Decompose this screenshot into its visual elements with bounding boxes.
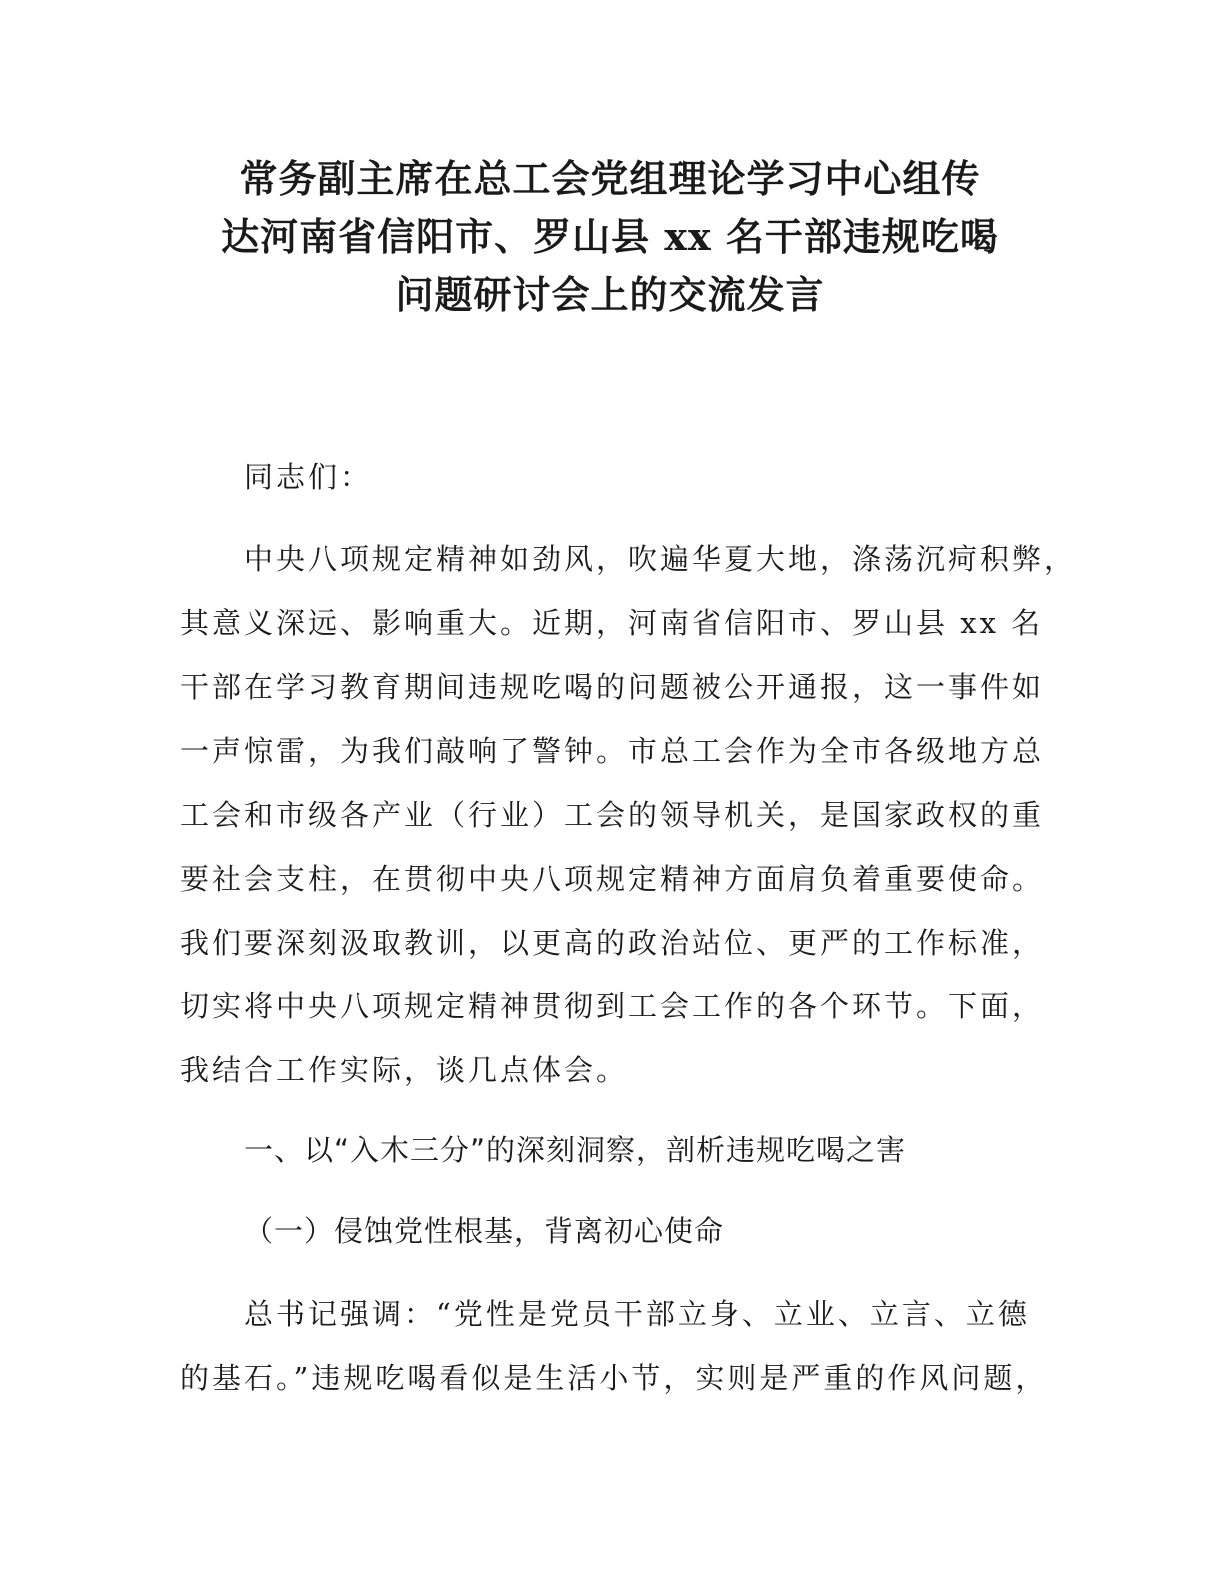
paragraph-line: 工会和市级各产业（行业）工会的领导机关，是国家政权的重 bbox=[180, 798, 1045, 832]
section-heading: 一、以“入木三分”的深刻洞察，剖析违规吃喝之害 bbox=[244, 1133, 907, 1167]
title-line: 达河南省信阳市、罗山县 xx 名干部违规吃喝 bbox=[221, 214, 999, 259]
title-line: 问题研讨会上的交流发言 bbox=[395, 272, 825, 317]
paragraph-line: 我们要深刻汲取教训，以更高的政治站位、更严的工作标准， bbox=[180, 926, 1045, 960]
paragraph-line: 总书记强调：“党性是党员干部立身、立业、立言、立德 bbox=[244, 1297, 1030, 1331]
paragraph-line: 我结合工作实际，谈几点体会。 bbox=[180, 1053, 629, 1087]
paragraph-line: 的基石。”违规吃喝看似是生活小节，实则是严重的作风问题， bbox=[180, 1361, 1048, 1395]
subsection-heading: （一）侵蚀党性根基，背离初心使命 bbox=[244, 1214, 725, 1248]
paragraph-line: 其意义深远、影响重大。近期，河南省信阳市、罗山县 xx 名 bbox=[180, 606, 1044, 640]
paragraph-line: 中央八项规定精神如劲风，吹遍华夏大地，涤荡沉疴积弊， bbox=[244, 542, 1077, 576]
title-line: 常务副主席在总工会党组理论学习中心组传 bbox=[239, 156, 981, 201]
paragraph-line: 一声惊雷，为我们敲响了警钟。市总工会作为全市各级地方总 bbox=[180, 734, 1045, 768]
paragraph-line: 切实将中央八项规定精神贯彻到工会工作的各个环节。下面， bbox=[180, 989, 1045, 1023]
document-title bbox=[170, 150, 1050, 324]
salutation: 同志们： bbox=[244, 460, 373, 494]
paragraph-line: 要社会支柱，在贯彻中央八项规定精神方面肩负着重要使命。 bbox=[180, 862, 1045, 896]
paragraph-line: 干部在学习教育期间违规吃喝的问题被公开通报，这一事件如 bbox=[180, 670, 1045, 704]
